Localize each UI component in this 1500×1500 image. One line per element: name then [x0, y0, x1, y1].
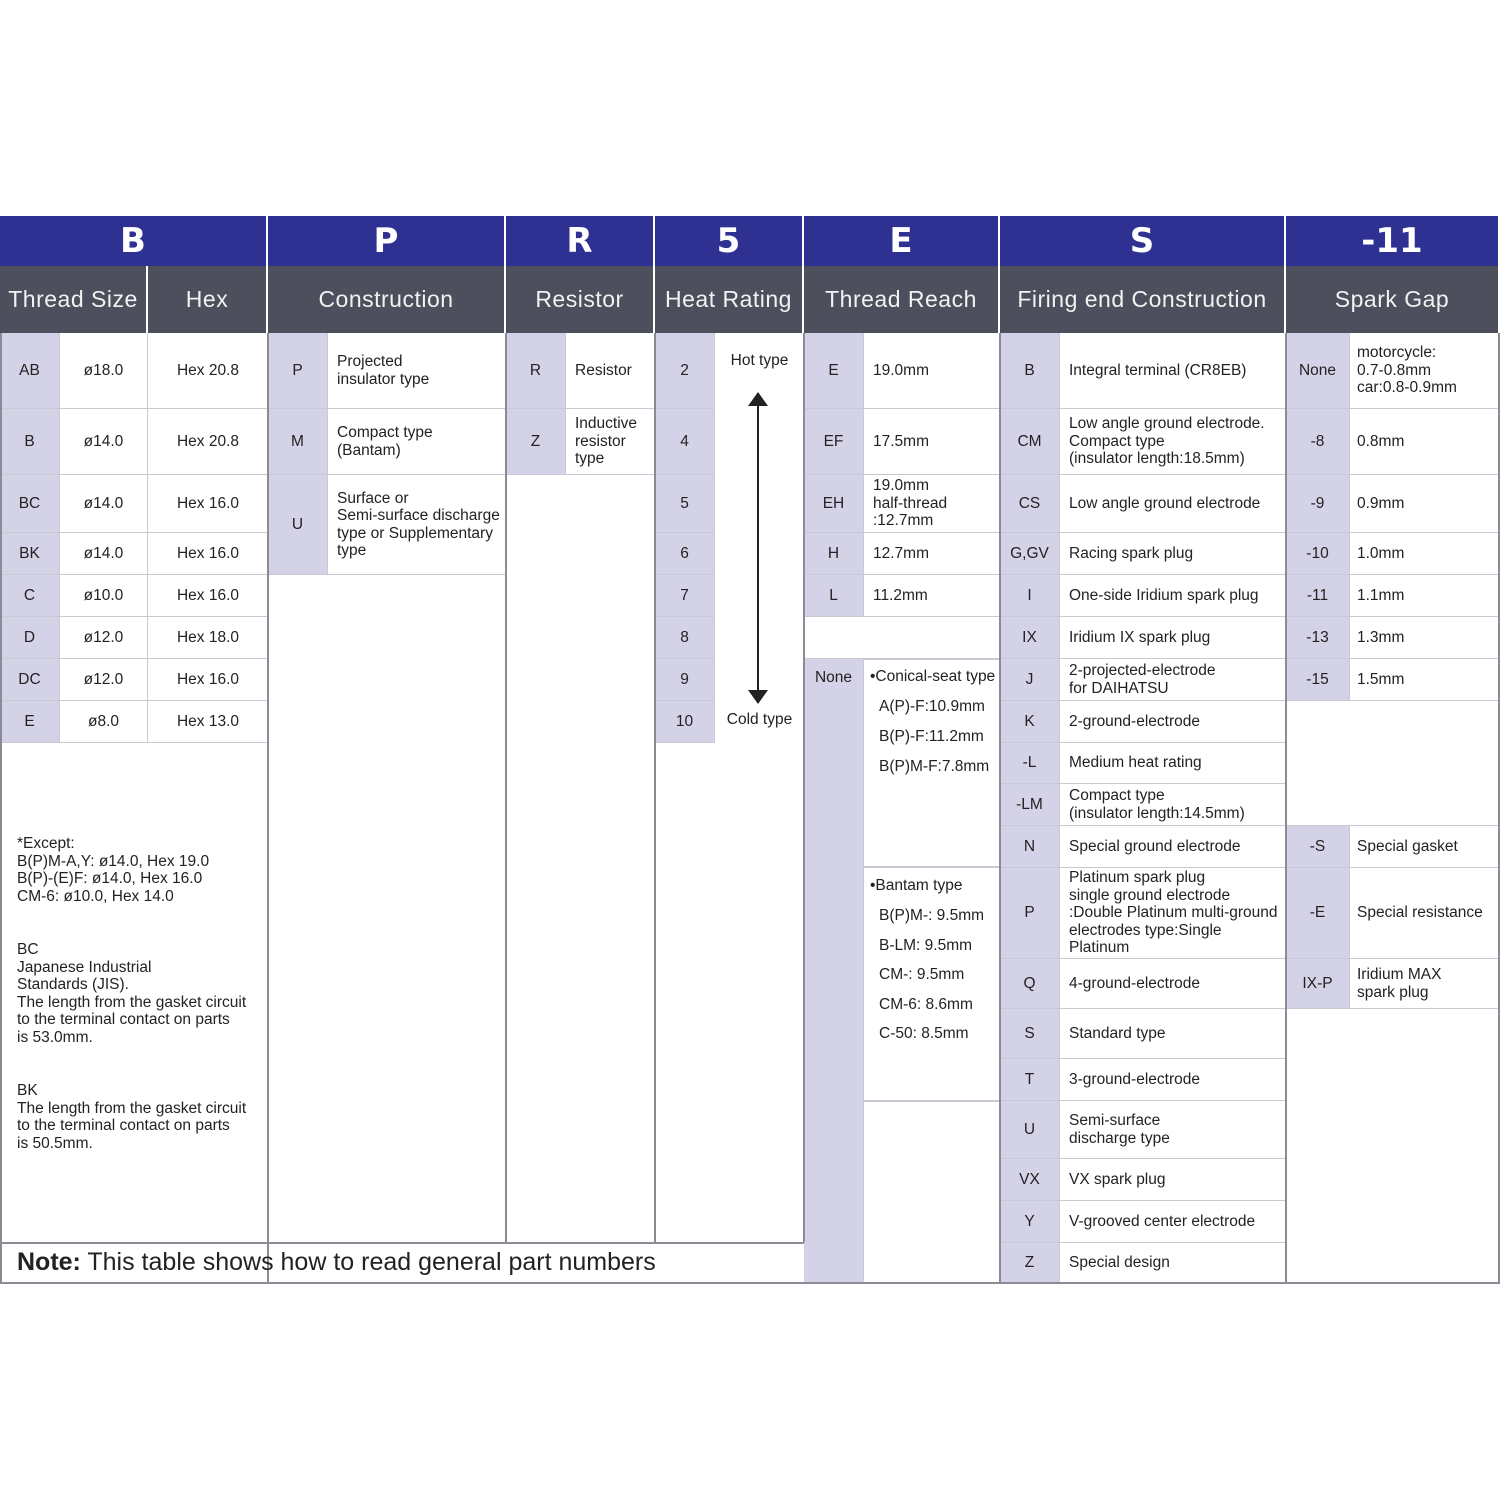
- thread-hex: Hex 16.0: [148, 475, 268, 533]
- firing-code: S: [1000, 1009, 1060, 1059]
- reach-desc: 17.5mm: [864, 409, 1000, 475]
- gap-desc: 1.0mm: [1350, 533, 1500, 575]
- thread-code: C: [0, 575, 60, 617]
- thread-code: B: [0, 409, 60, 475]
- code-letter: -11: [1286, 216, 1500, 266]
- firing-code: G,GV: [1000, 533, 1060, 575]
- firing-desc: Integral terminal (CR8EB): [1060, 333, 1286, 409]
- thread-hex: Hex 18.0: [148, 617, 268, 659]
- heat-code: 4: [655, 409, 715, 475]
- firing-code: I: [1000, 575, 1060, 617]
- gap-desc: 1.5mm: [1350, 659, 1500, 701]
- note-label: Note:: [17, 1248, 81, 1276]
- gap-extra-desc: Special gasket: [1350, 826, 1500, 868]
- thread-code: DC: [0, 659, 60, 701]
- code-letter: S: [1000, 216, 1286, 266]
- thread-diameter: ø8.0: [60, 701, 148, 743]
- gap-extra-code: IX-P: [1286, 959, 1350, 1009]
- firing-desc: One-side Iridium spark plug: [1060, 575, 1286, 617]
- construction-desc: Projected insulator type: [328, 333, 506, 409]
- gap-desc: 0.9mm: [1350, 475, 1500, 533]
- column-separator: [654, 333, 656, 1242]
- firing-code: Y: [1000, 1201, 1060, 1243]
- gap-extra-desc: Special resistance: [1350, 868, 1500, 959]
- firing-desc: Special design: [1060, 1243, 1286, 1284]
- reach-desc: 11.2mm: [864, 575, 1000, 617]
- reach-code: H: [804, 533, 864, 575]
- bantam-title: •Bantam type: [870, 877, 963, 894]
- column-separator: [999, 333, 1001, 1284]
- note-top-border: [0, 1242, 804, 1244]
- conical-item: B(P)-F:11.2mm: [879, 728, 984, 745]
- gap-desc: 0.8mm: [1350, 409, 1500, 475]
- firing-code: IX: [1000, 617, 1060, 659]
- thread-diameter: ø12.0: [60, 617, 148, 659]
- firing-desc: Racing spark plug: [1060, 533, 1286, 575]
- gap-code: None: [1286, 333, 1350, 409]
- part-number-chart: [0, 216, 1500, 1284]
- gap-desc: 1.1mm: [1350, 575, 1500, 617]
- firing-desc: Platinum spark plug single ground electrode :Double Platinum multi-ground electrodes type:Single Platinum: [1060, 868, 1286, 959]
- gap-code: -8: [1286, 409, 1350, 475]
- column-separator: [505, 333, 507, 1242]
- thread-code: E: [0, 701, 60, 743]
- thread-diameter: ø12.0: [60, 659, 148, 701]
- thread-hex: Hex 13.0: [148, 701, 268, 743]
- note-text: This table shows how to read general part numbers: [80, 1248, 656, 1276]
- reach-low-divider: [864, 1100, 1000, 1102]
- header-thread-reach: Thread Reach: [804, 266, 1000, 333]
- firing-code: T: [1000, 1059, 1060, 1101]
- gap-code: -15: [1286, 659, 1350, 701]
- construction-desc: Compact type (Bantam): [328, 409, 506, 475]
- reach-code: EH: [804, 475, 864, 533]
- header-hex: Hex: [148, 266, 268, 333]
- firing-code: K: [1000, 701, 1060, 743]
- firing-desc: VX spark plug: [1060, 1159, 1286, 1201]
- bantam-item: CM-: 9.5mm: [879, 966, 965, 983]
- reach-code: E: [804, 333, 864, 409]
- column-separator: [803, 333, 805, 1242]
- gap-code: -10: [1286, 533, 1350, 575]
- thread-diameter: ø10.0: [60, 575, 148, 617]
- firing-desc: Low angle ground electrode: [1060, 475, 1286, 533]
- conical-item: B(P)M-F:7.8mm: [879, 758, 990, 775]
- bantam-item: CM-6: 8.6mm: [879, 995, 973, 1013]
- reach-desc: 19.0mm half-thread :12.7mm: [864, 475, 1000, 533]
- gap-extra-desc: Iridium MAX spark plug: [1350, 959, 1500, 1009]
- firing-code: -L: [1000, 743, 1060, 784]
- firing-code: CS: [1000, 475, 1060, 533]
- resistor-code: R: [506, 333, 566, 409]
- heat-code: 7: [655, 575, 715, 617]
- firing-code: Z: [1000, 1243, 1060, 1284]
- header-firing-end: Firing end Construction: [1000, 266, 1286, 333]
- column-separator: [1285, 333, 1287, 1284]
- firing-code: J: [1000, 659, 1060, 701]
- construction-code: P: [268, 333, 328, 409]
- gap-extra-code: -E: [1286, 868, 1350, 959]
- gap-extra-code: -S: [1286, 826, 1350, 868]
- heat-code: 9: [655, 659, 715, 701]
- reach-mid-divider: [864, 866, 1000, 868]
- firing-desc: Iridium IX spark plug: [1060, 617, 1286, 659]
- code-letter: R: [506, 216, 655, 266]
- thread-note-except: *Except: B(P)M-A,Y: ø14.0, Hex 19.0 B(P)-(E)F: ø14.0, Hex 16.0 CM-6: ø10.0, Hex 14.0: [17, 835, 210, 905]
- code-letter: 5: [655, 216, 804, 266]
- header-construction: Construction: [268, 266, 506, 333]
- thread-hex: Hex 20.8: [148, 409, 268, 475]
- firing-code: CM: [1000, 409, 1060, 475]
- heat-hot-label: Hot type: [730, 352, 789, 369]
- heat-arrow-icon: [757, 398, 759, 698]
- gap-code: -11: [1286, 575, 1350, 617]
- table-left-border: [0, 333, 2, 1284]
- bantam-item: C-50: 8.5mm: [879, 1025, 969, 1042]
- construction-code: M: [268, 409, 328, 475]
- firing-desc: Standard type: [1060, 1009, 1286, 1059]
- firing-code: Q: [1000, 959, 1060, 1009]
- construction-desc: Surface or Semi-surface discharge type or Supplementary type: [328, 475, 506, 575]
- reach-code: L: [804, 575, 864, 617]
- thread-code: BC: [0, 475, 60, 533]
- firing-desc: V-grooved center electrode: [1060, 1201, 1286, 1243]
- thread-hex: Hex 16.0: [148, 575, 268, 617]
- bantam-item: B-LM: 9.5mm: [879, 936, 973, 954]
- construction-code: U: [268, 475, 328, 575]
- firing-code: U: [1000, 1101, 1060, 1159]
- code-letter: E: [804, 216, 1000, 266]
- gap-desc: motorcycle: 0.7-0.8mm car:0.8-0.9mm: [1350, 333, 1500, 409]
- arrow-down-icon: [748, 690, 768, 704]
- firing-desc: Semi-surface discharge type: [1060, 1101, 1286, 1159]
- gap-desc: 1.3mm: [1350, 617, 1500, 659]
- code-letter: B: [0, 216, 268, 266]
- thread-code: BK: [0, 533, 60, 575]
- thread-note-bk: BK The length from the gasket circuit to the terminal contact on parts is 50.5mm.: [17, 1082, 247, 1152]
- heat-code: 6: [655, 533, 715, 575]
- gap-code: -13: [1286, 617, 1350, 659]
- resistor-desc: Inductive resistor type: [566, 409, 655, 475]
- firing-code: N: [1000, 826, 1060, 868]
- thread-code: D: [0, 617, 60, 659]
- firing-desc: Medium heat rating: [1060, 743, 1286, 784]
- heat-cold-label: Cold type: [726, 711, 793, 728]
- thread-diameter: ø18.0: [60, 333, 148, 409]
- firing-code: B: [1000, 333, 1060, 409]
- table-note: [17, 1248, 797, 1282]
- header-resistor: Resistor: [506, 266, 655, 333]
- thread-hex: Hex 16.0: [148, 533, 268, 575]
- conical-item: A(P)-F:10.9mm: [879, 698, 985, 715]
- firing-desc: 3-ground-electrode: [1060, 1059, 1286, 1101]
- heat-code: 10: [655, 701, 715, 743]
- heat-code: 8: [655, 617, 715, 659]
- resistor-code: Z: [506, 409, 566, 475]
- thread-code: AB: [0, 333, 60, 409]
- firing-desc: 4-ground-electrode: [1060, 959, 1286, 1009]
- firing-desc: 2-projected-electrode for DAIHATSU: [1060, 659, 1286, 701]
- firing-desc: Compact type (insulator length:14.5mm): [1060, 784, 1286, 826]
- arrow-up-icon: [748, 392, 768, 406]
- thread-diameter: ø14.0: [60, 533, 148, 575]
- firing-code: P: [1000, 868, 1060, 959]
- reach-code: EF: [804, 409, 864, 475]
- reach-desc: 19.0mm: [864, 333, 1000, 409]
- header-spark-gap: Spark Gap: [1286, 266, 1500, 333]
- thread-hex: Hex 16.0: [148, 659, 268, 701]
- thread-hex: Hex 20.8: [148, 333, 268, 409]
- header-thread-size: Thread Size: [0, 266, 148, 333]
- bantam-item: B(P)M-: 9.5mm: [879, 907, 985, 924]
- thread-diameter: ø14.0: [60, 409, 148, 475]
- heat-code: 2: [655, 333, 715, 409]
- conical-title: •Conical-seat type: [870, 668, 996, 685]
- firing-desc: 2-ground-electrode: [1060, 701, 1286, 743]
- reach-desc: 12.7mm: [864, 533, 1000, 575]
- firing-desc: Low angle ground electrode. Compact type (insulator length:18.5mm): [1060, 409, 1286, 475]
- heat-code: 5: [655, 475, 715, 533]
- column-separator: [267, 333, 269, 1242]
- firing-desc: Special ground electrode: [1060, 826, 1286, 868]
- thread-diameter: ø14.0: [60, 475, 148, 533]
- firing-code: -LM: [1000, 784, 1060, 826]
- code-letter: P: [268, 216, 506, 266]
- gap-code: -9: [1286, 475, 1350, 533]
- header-heat-rating: Heat Rating: [655, 266, 804, 333]
- table-bottom-border: [0, 1282, 1500, 1284]
- firing-code: VX: [1000, 1159, 1060, 1201]
- resistor-desc: Resistor: [566, 333, 655, 409]
- thread-note-bc: BC Japanese Industrial Standards (JIS). The length from the gasket circuit to the terminal contact on parts is 53.0mm.: [17, 941, 247, 1046]
- reach-none-code: None: [804, 659, 864, 1284]
